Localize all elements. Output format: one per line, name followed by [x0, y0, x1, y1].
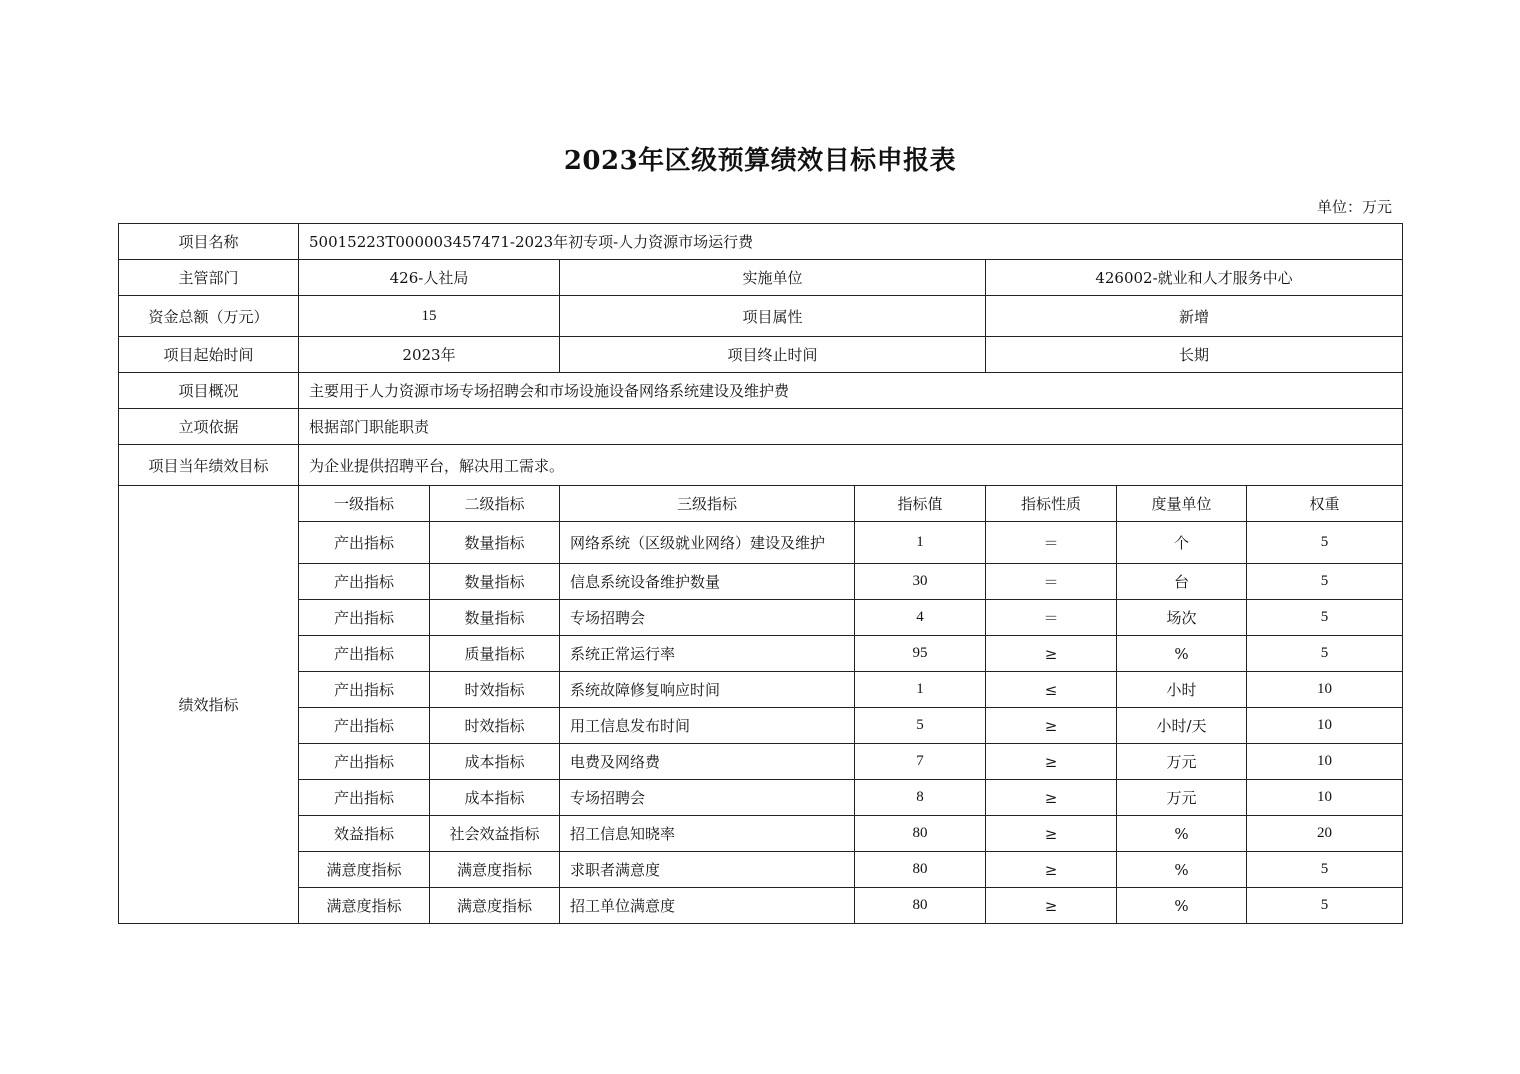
indicator-row — [119, 522, 1403, 564]
indicator-cell: 数量指标 — [430, 564, 560, 600]
indicator-cell: 满意度指标 — [430, 852, 560, 888]
indicator-cell: 信息系统设备维护数量 — [560, 564, 855, 600]
indicator-cell: 台 — [1117, 564, 1247, 600]
indicator-cell: 80 — [855, 816, 986, 852]
start-label: 项目起始时间 — [119, 337, 299, 373]
indicator-cell: % — [1117, 852, 1247, 888]
project-name-label: 项目名称 — [119, 224, 299, 260]
indicator-cell: 场次 — [1117, 600, 1247, 636]
indicator-cell: 95 — [855, 636, 986, 672]
unit-label: 单位：万元 — [1316, 198, 1392, 216]
indicator-cell: 满意度指标 — [299, 888, 430, 924]
indicator-cell: 5 — [1247, 522, 1403, 564]
indicator-cell: 成本指标 — [430, 780, 560, 816]
indicator-header-cell: 三级指标 — [560, 486, 855, 522]
overview-label: 项目概况 — [119, 373, 299, 409]
indicator-cell: 产出指标 — [299, 672, 430, 708]
indicator-cell: ≥ — [986, 708, 1117, 744]
indicator-cell: 满意度指标 — [299, 852, 430, 888]
indicator-cell: 8 — [855, 780, 986, 816]
indicator-cell: 电费及网络费 — [560, 744, 855, 780]
indicator-cell: 产出指标 — [299, 780, 430, 816]
indicator-cell: 产出指标 — [299, 564, 430, 600]
indicator-cell: 10 — [1247, 708, 1403, 744]
indicator-cell: % — [1117, 636, 1247, 672]
indicator-cell: 系统正常运行率 — [560, 636, 855, 672]
indicator-header-cell: 一级指标 — [299, 486, 430, 522]
indicator-cell: 80 — [855, 852, 986, 888]
indicator-cell: 10 — [1247, 744, 1403, 780]
indicator-cell: 产出指标 — [299, 708, 430, 744]
indicator-cell: 5 — [1247, 888, 1403, 924]
indicator-cell: 4 — [855, 600, 986, 636]
indicator-cell: 产出指标 — [299, 600, 430, 636]
indicator-cell: 质量指标 — [430, 636, 560, 672]
indicator-row — [119, 564, 1403, 600]
indicator-cell: 小时/天 — [1117, 708, 1247, 744]
dept-label: 主管部门 — [119, 260, 299, 296]
indicator-cell: 7 — [855, 744, 986, 780]
indicator-cell: 社会效益指标 — [430, 816, 560, 852]
indicator-row — [119, 744, 1403, 780]
indicator-header-cell: 指标值 — [855, 486, 986, 522]
impl-label: 实施单位 — [560, 260, 986, 296]
indicator-row — [119, 852, 1403, 888]
indicator-row — [119, 888, 1403, 924]
indicator-cell: 80 — [855, 888, 986, 924]
indicator-row — [119, 816, 1403, 852]
start-value: 2023年 — [299, 337, 560, 373]
end-label: 项目终止时间 — [560, 337, 986, 373]
project-name-value: 50015223T000003457471-2023年初专项-人力资源市场运行费 — [299, 224, 1403, 260]
indicator-cell: 5 — [1247, 564, 1403, 600]
indicator-cell: 时效指标 — [430, 672, 560, 708]
indicator-cell: 产出指标 — [299, 636, 430, 672]
overview-value: 主要用于人力资源市场专场招聘会和市场设施设备网络系统建设及维护费 — [299, 373, 1403, 409]
indicator-cell: 系统故障修复响应时间 — [560, 672, 855, 708]
indicator-cell: 个 — [1117, 522, 1247, 564]
indicator-cell: ≥ — [986, 780, 1117, 816]
indicator-cell: 万元 — [1117, 780, 1247, 816]
indicator-cell: 10 — [1247, 780, 1403, 816]
indicator-cell: 时效指标 — [430, 708, 560, 744]
indicator-cell: ＝ — [986, 564, 1117, 600]
attr-label: 项目属性 — [560, 296, 986, 337]
indicator-cell: 5 — [855, 708, 986, 744]
indicator-cell: 数量指标 — [430, 522, 560, 564]
end-value: 长期 — [986, 337, 1403, 373]
indicator-cell: 1 — [855, 522, 986, 564]
indicator-cell: 30 — [855, 564, 986, 600]
indicator-cell: 数量指标 — [430, 600, 560, 636]
indicator-cell: 网络系统（区级就业网络）建设及维护 — [560, 522, 855, 564]
fund-value: 15 — [299, 296, 560, 337]
indicator-row — [119, 708, 1403, 744]
page-title: 2023年区级预算绩效目标申报表 — [563, 146, 957, 176]
goal-value: 为企业提供招聘平台，解决用工需求。 — [299, 445, 1403, 486]
indicator-cell: 小时 — [1117, 672, 1247, 708]
indicator-cell: 5 — [1247, 852, 1403, 888]
indicator-cell: % — [1117, 888, 1247, 924]
indicator-cell: 万元 — [1117, 744, 1247, 780]
indicator-cell: ≥ — [986, 744, 1117, 780]
indicator-cell: 1 — [855, 672, 986, 708]
indicator-cell: ≥ — [986, 852, 1117, 888]
indicator-cell: ≥ — [986, 636, 1117, 672]
indicator-cell: 求职者满意度 — [560, 852, 855, 888]
impl-value: 426002-就业和人才服务中心 — [986, 260, 1403, 296]
indicator-row — [119, 780, 1403, 816]
attr-value: 新增 — [986, 296, 1403, 337]
indicators-section-label: 绩效指标 — [119, 486, 299, 924]
indicator-cell: 招工信息知晓率 — [560, 816, 855, 852]
indicator-header-cell: 二级指标 — [430, 486, 560, 522]
indicator-cell: 用工信息发布时间 — [560, 708, 855, 744]
indicator-cell: ≤ — [986, 672, 1117, 708]
goal-label: 项目当年绩效目标 — [119, 445, 299, 486]
indicator-cell: 产出指标 — [299, 522, 430, 564]
basis-label: 立项依据 — [119, 409, 299, 445]
indicator-cell: 成本指标 — [430, 744, 560, 780]
indicator-cell: 满意度指标 — [430, 888, 560, 924]
indicator-cell: 5 — [1247, 600, 1403, 636]
indicator-row — [119, 636, 1403, 672]
indicator-cell: 产出指标 — [299, 744, 430, 780]
indicator-row — [119, 600, 1403, 636]
indicator-cell: 10 — [1247, 672, 1403, 708]
indicator-cell: 招工单位满意度 — [560, 888, 855, 924]
indicator-row — [119, 672, 1403, 708]
indicator-cell: 专场招聘会 — [560, 600, 855, 636]
dept-value: 426-人社局 — [299, 260, 560, 296]
indicator-cell: 效益指标 — [299, 816, 430, 852]
indicator-cell: ≥ — [986, 888, 1117, 924]
indicator-cell: ＝ — [986, 522, 1117, 564]
fund-label: 资金总额（万元） — [119, 296, 299, 337]
indicator-header-cell: 权重 — [1247, 486, 1403, 522]
indicator-cell: 20 — [1247, 816, 1403, 852]
indicator-cell: % — [1117, 816, 1247, 852]
indicator-header-cell: 度量单位 — [1117, 486, 1247, 522]
indicator-cell: ≥ — [986, 816, 1117, 852]
indicator-cell: ＝ — [986, 600, 1117, 636]
indicator-cell: 专场招聘会 — [560, 780, 855, 816]
indicator-cell: 5 — [1247, 636, 1403, 672]
indicator-header-cell: 指标性质 — [986, 486, 1117, 522]
budget-target-table — [118, 223, 1403, 924]
basis-value: 根据部门职能职责 — [299, 409, 1403, 445]
